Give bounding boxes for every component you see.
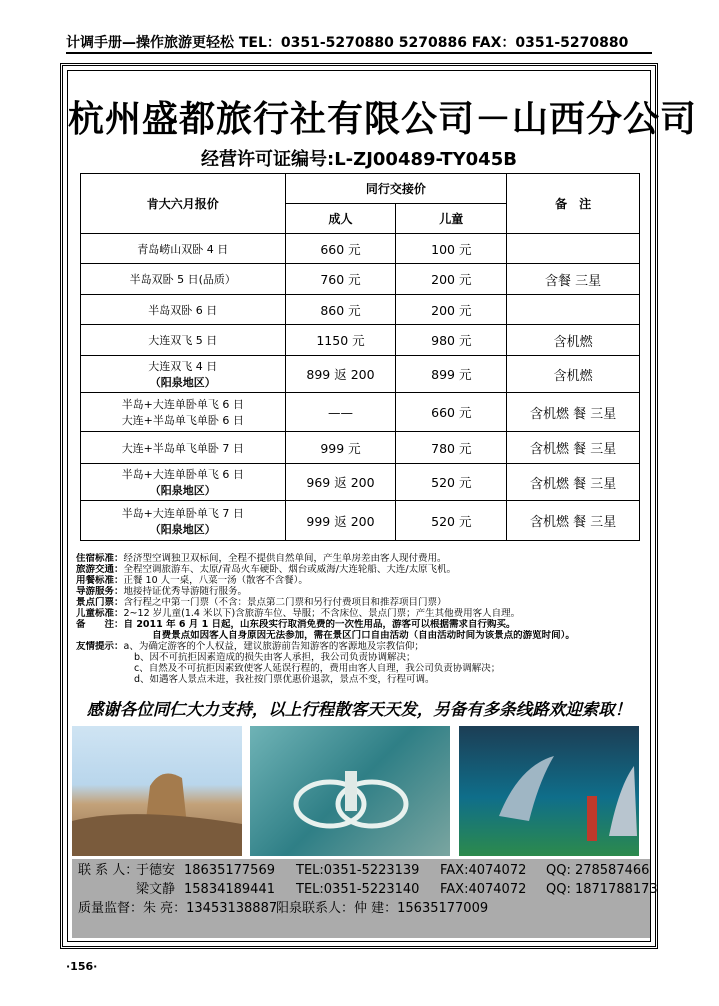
tip-item: b、因不可抗拒因素造成的损失由客人承担，我公司负责协调解决； xyxy=(134,652,416,663)
terms-notes xyxy=(76,553,651,685)
yangquan-contact: 阳泉联系人：仲 建：15635177009 xyxy=(276,901,489,916)
note-text: 正餐 10 人一桌，八菜一汤（散客不含餐）。 xyxy=(123,575,308,586)
notes-center: 自费景点如因客人自身原因无法参加，需在景区门口自由活动（自由活动时间为该景点的游览时间）。 xyxy=(152,630,575,641)
flyer-inner xyxy=(67,70,698,942)
quality-supervisor: 质量监督：朱 亮：13453138887 xyxy=(78,901,278,916)
note-label: 用餐标准： xyxy=(76,575,124,586)
note-label: 景点门票： xyxy=(76,597,124,608)
note-text: 自 2011 年 6 月 1 日起，山东段实行取消免费的一次性用品，游客可以根据需求自行购买。 xyxy=(123,619,516,630)
col-child-header: 儿童 xyxy=(396,204,507,234)
note-cell xyxy=(507,234,640,264)
contact-qq: QQ: 1871788173 xyxy=(546,882,658,897)
adult-price-cell: 760 元 xyxy=(285,264,396,295)
adult-price-cell: 969 返 200 xyxy=(285,464,396,501)
page-number: ·156· xyxy=(66,960,98,973)
note-row xyxy=(76,608,651,619)
tip-item: c、自然及不可抗拒因素致使客人延误行程的，费用由客人自理，我公司负责协调解决； xyxy=(134,663,501,674)
route-line: 大连双飞 5 日 xyxy=(148,334,218,347)
photo-dolphin-show xyxy=(459,726,639,856)
price-row xyxy=(81,432,640,464)
contact-name: 于德安 xyxy=(136,863,176,878)
note-text: 经济型空调独卫双标间，全程不提供自然单间，产生单房差由客人现付费用。 xyxy=(123,553,447,564)
route-line: 大连双飞 4 日 xyxy=(148,360,218,373)
route-line: 青岛崂山双卧 4 日 xyxy=(137,242,229,256)
note-text: 全程空调旅游车、太原/青岛火车硬卧、烟台或威海/大连轮船、大连/太原飞机。 xyxy=(123,564,457,575)
pier-illustration xyxy=(250,726,450,856)
route-line: （阳泉地区） xyxy=(149,522,216,536)
note-label: 旅游交通： xyxy=(76,564,124,575)
flyer-frame xyxy=(60,63,698,949)
child-price-cell: 899 元 xyxy=(396,356,507,393)
child-price-cell: 200 元 xyxy=(396,264,507,295)
price-row xyxy=(81,393,640,432)
note-label: 备 注： xyxy=(76,619,124,630)
note-cell: 含机燃 餐 三星 xyxy=(507,432,640,464)
contact-tel: TEL:0351-5223140 xyxy=(296,882,420,897)
child-price-cell: 100 元 xyxy=(396,234,507,264)
adult-price-cell: 999 元 xyxy=(285,432,396,464)
note-label: 住宿标准： xyxy=(76,553,124,564)
route-cell xyxy=(81,356,286,393)
note-row xyxy=(76,597,651,608)
route-cell xyxy=(81,234,286,264)
price-row xyxy=(81,464,640,501)
rock-illustration xyxy=(72,726,242,856)
price-row xyxy=(81,295,640,325)
note-row xyxy=(76,586,651,597)
photo-coastal-rock xyxy=(72,726,242,856)
route-line: 半岛双卧 6 日 xyxy=(148,303,218,317)
route-cell xyxy=(81,325,286,356)
note-cell xyxy=(507,295,640,325)
price-row xyxy=(81,356,640,393)
note-label: 导游服务： xyxy=(76,586,124,597)
page-header: 计调手册—操作旅游更轻松 TEL：0351-5270880 5270886 FAX：0351-5270880 xyxy=(66,32,652,54)
route-line: 半岛+大连单卧单飞 6 日 xyxy=(121,468,244,481)
price-row xyxy=(81,264,640,295)
contact-mobile: 15834189441 xyxy=(184,882,275,897)
col-adult-header: 成人 xyxy=(285,204,396,234)
note-row xyxy=(76,619,651,630)
route-cell xyxy=(81,264,286,295)
col-route-header: 肯大六月报价 xyxy=(81,174,286,234)
note-row xyxy=(76,575,651,586)
tips-label: 友情提示： xyxy=(76,641,124,652)
license-number: 经营许可证编号:L-ZJ00489-TY045B xyxy=(201,149,517,170)
note-text: 2~12 岁儿童(1.4 米以下)含旅游车位、导服；不含床位、景点门票；产生其他费用客人自理。 xyxy=(123,608,521,619)
route-line: 半岛+大连单卧单飞 7 日 xyxy=(121,506,244,520)
route-line: 大连+半岛单飞单卧 6 日 xyxy=(121,414,244,427)
note-text: 含行程之中第一门票（不含：景点第二门票和另行付费项目和推荐项目门票） xyxy=(123,597,447,608)
note-cell: 含机燃 xyxy=(507,325,640,356)
contact-fax: FAX:4074072 xyxy=(440,882,527,897)
price-row xyxy=(81,234,640,264)
child-price-cell: 200 元 xyxy=(396,295,507,325)
adult-price-cell: 999 返 200 xyxy=(285,501,396,541)
price-row xyxy=(81,325,640,356)
route-cell xyxy=(81,393,286,432)
contact-qq: QQ: 278587466 xyxy=(546,863,650,878)
col-group-header: 同行交接价 xyxy=(285,174,507,204)
note-cell: 含机燃 餐 三星 xyxy=(507,501,640,541)
contact-mobile: 18635177569 xyxy=(184,863,275,878)
child-price-cell: 980 元 xyxy=(396,325,507,356)
route-line: 半岛+大连单卧单飞 6 日 xyxy=(121,398,244,411)
route-cell xyxy=(81,295,286,325)
contact-name: 梁文静 xyxy=(136,882,176,897)
company-name: 杭州盛都旅行社有限公司－山西分公司 xyxy=(68,98,698,140)
note-text: 地接持证优秀导游随行服务。 xyxy=(123,586,248,597)
dolphin-illustration xyxy=(459,726,639,856)
col-note-header: 备 注 xyxy=(507,174,640,234)
adult-price-cell: 1150 元 xyxy=(285,325,396,356)
tip-item: a、为确定游客的个人权益，建议旅游前告知游客的客源地及宗教信仰； xyxy=(123,641,424,652)
route-cell xyxy=(81,464,286,501)
child-price-cell: 520 元 xyxy=(396,501,507,541)
price-table xyxy=(80,173,640,541)
route-line: （阳泉地区） xyxy=(149,484,216,497)
photo-ocean-pier xyxy=(250,726,450,856)
note-row xyxy=(76,553,651,564)
note-row xyxy=(76,564,651,575)
contact-fax: FAX:4074072 xyxy=(440,863,527,878)
adult-price-cell: 860 元 xyxy=(285,295,396,325)
note-cell: 含机燃 xyxy=(507,356,640,393)
adult-price-cell: 899 返 200 xyxy=(285,356,396,393)
adult-price-cell: —— xyxy=(285,393,396,432)
child-price-cell: 780 元 xyxy=(396,432,507,464)
note-cell: 含餐 三星 xyxy=(507,264,640,295)
contact-panel xyxy=(72,859,658,938)
child-price-cell: 520 元 xyxy=(396,464,507,501)
note-cell: 含机燃 餐 三星 xyxy=(507,464,640,501)
contact-label: 联 系 人： xyxy=(78,863,139,878)
note-label: 儿童标准： xyxy=(76,608,124,619)
price-row xyxy=(81,501,640,541)
route-line: （阳泉地区） xyxy=(149,376,216,389)
child-price-cell: 660 元 xyxy=(396,393,507,432)
contact-tel: TEL:0351-5223139 xyxy=(296,863,420,878)
route-line: 半岛双卧 5 日(品质） xyxy=(129,273,236,286)
route-cell xyxy=(81,432,286,464)
route-line: 大连+半岛单飞单卧 7 日 xyxy=(121,441,244,455)
note-cell: 含机燃 餐 三星 xyxy=(507,393,640,432)
tip-item: d、如遇客人景点未进，我社按门票优惠价退款，景点不变，行程可调。 xyxy=(134,674,435,685)
thanks-banner: 感谢各位同仁大力支持，以上行程散客天天发，另备有多条线路欢迎索取！ xyxy=(86,700,632,719)
route-cell xyxy=(81,501,286,541)
adult-price-cell: 660 元 xyxy=(285,234,396,264)
